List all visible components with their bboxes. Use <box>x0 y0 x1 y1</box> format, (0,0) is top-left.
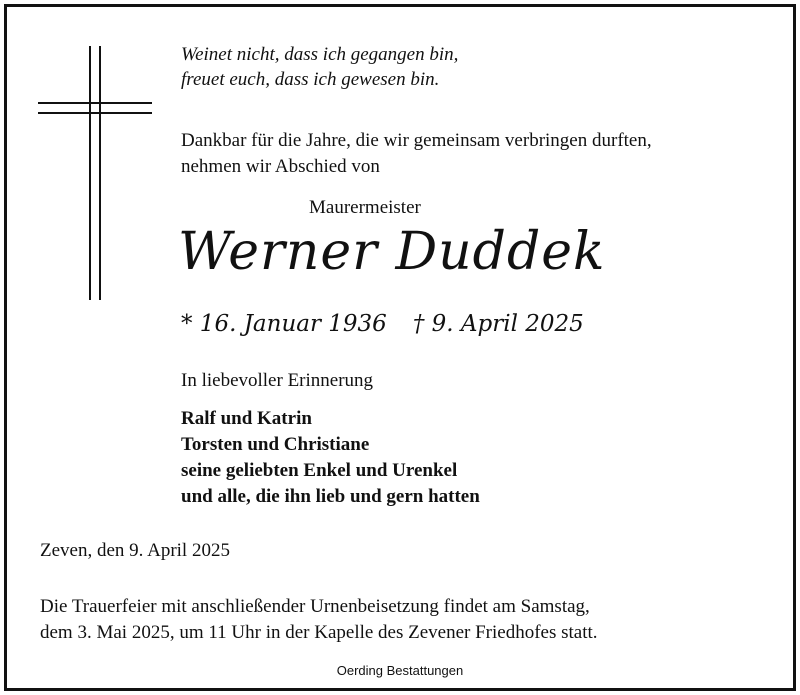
verse-line: Weinet nicht, dass ich gegangen bin, <box>181 44 459 65</box>
ceremony-line: dem 3. Mai 2025, um 11 Uhr in der Kapelle des Zevener Friedhofes statt. <box>40 622 598 643</box>
deceased-name: Werner Duddek <box>178 222 606 282</box>
cross-vertical-line-right <box>99 46 101 300</box>
mourner-line: Torsten und Christiane <box>181 434 370 455</box>
mourner-line: seine geliebten Enkel und Urenkel <box>181 460 458 481</box>
mourners-list <box>181 406 480 510</box>
cross-vertical-line-left <box>89 46 91 300</box>
cross-icon <box>38 46 152 300</box>
gratitude-text <box>181 128 652 180</box>
cross-horizontal-line-bottom <box>38 112 152 114</box>
verse <box>181 42 458 92</box>
life-dates <box>181 308 584 340</box>
mourner-line: und alle, die ihn lieb und gern hatten <box>181 486 480 507</box>
profession: Maurermeister <box>309 197 421 218</box>
cross-horizontal-line-top <box>38 102 152 104</box>
place-and-date: Zeven, den 9. April 2025 <box>40 540 230 561</box>
death-date: † 9. April 2025 <box>412 311 584 337</box>
memory-text: In liebevoller Erinnerung <box>181 370 374 391</box>
gratitude-line: Dankbar für die Jahre, die wir gemeinsam verbringen durften, <box>181 130 652 151</box>
mourner-line: Ralf und Katrin <box>181 408 312 429</box>
ceremony-line: Die Trauerfeier mit anschließender Urnenbeisetzung findet am Samstag, <box>40 596 590 617</box>
gratitude-line: nehmen wir Abschied von <box>181 156 380 177</box>
birth-date: * 16. Januar 1936 <box>181 311 387 337</box>
verse-line: freuet euch, dass ich gewesen bin. <box>181 69 440 90</box>
undertaker-credit: Oerding Bestattungen <box>336 663 464 678</box>
ceremony-info <box>40 594 598 646</box>
